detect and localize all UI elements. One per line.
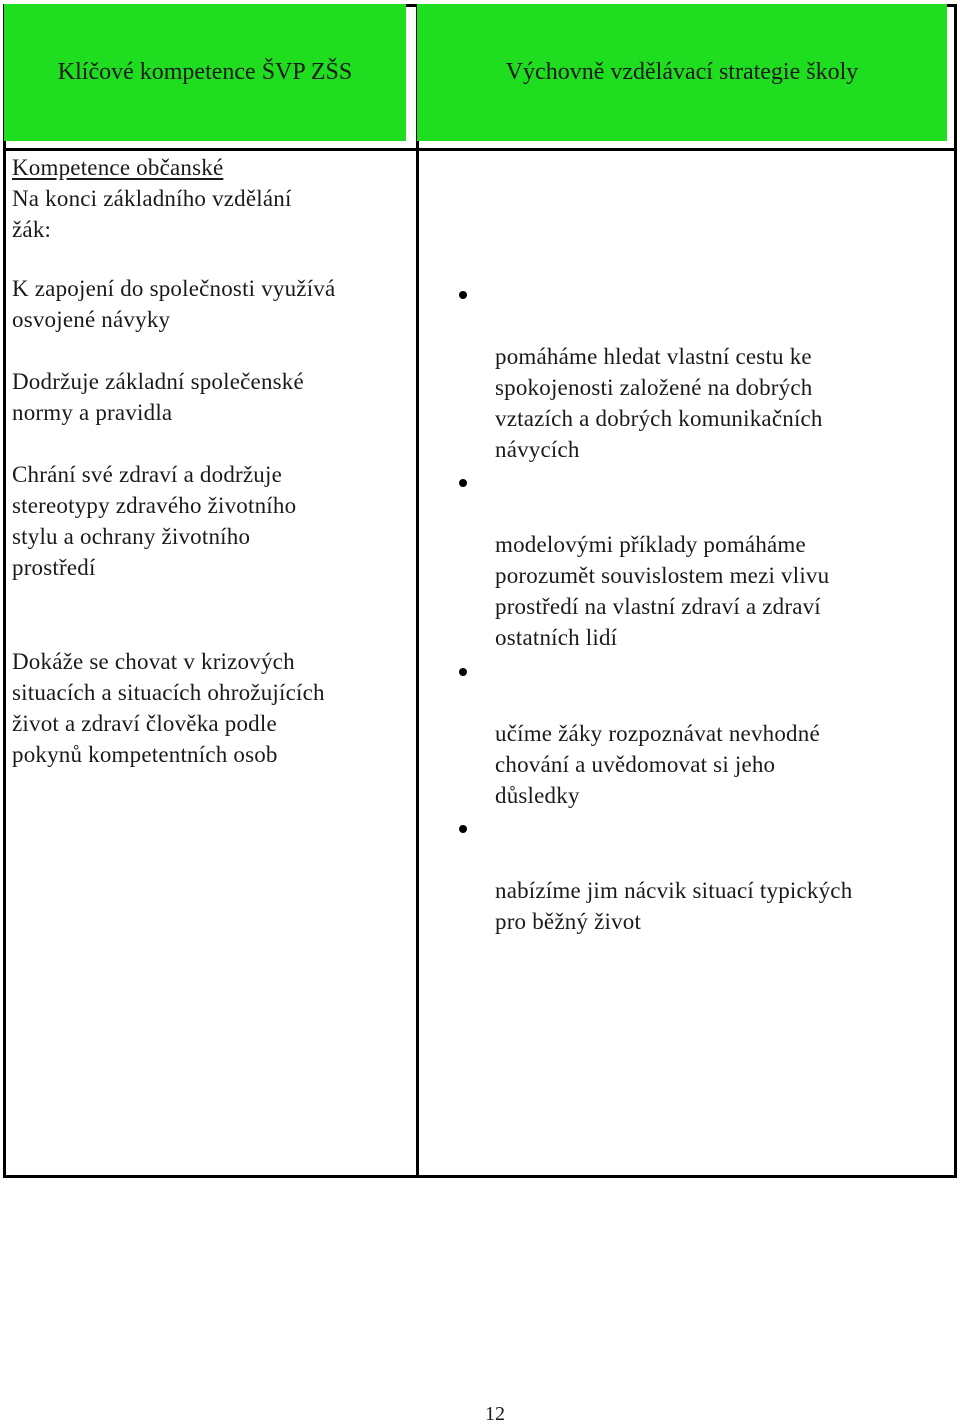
strategy-text: nabízíme jim nácvik situací typických pro běžný život <box>495 878 853 934</box>
competence-item: Dodržuje základní společenské normy a pravidla <box>12 369 304 425</box>
section-heading: Kompetence občanské <box>12 155 224 180</box>
header-cell-left <box>4 4 406 141</box>
page-number: 12 <box>485 1403 505 1425</box>
competence-item: K zapojení do společnosti využívá osvojené návyky <box>12 276 336 332</box>
strategy-text: modelovými příklady pomáháme porozumět souvislostem mezi vlivu prostředí na vlastní zdraví a zdraví ostatních lidí <box>495 532 830 650</box>
column-divider <box>416 7 419 1175</box>
strategy-item <box>455 467 945 653</box>
header-divider <box>6 148 954 151</box>
strategy-item <box>455 279 945 465</box>
header-cell-right <box>417 4 947 141</box>
competence-item: Dokáže se chovat v krizových situacích a situacích ohrožujících život a zdraví člověka podle pokynů kompetentních osob <box>12 649 325 767</box>
strategy-item <box>455 813 945 937</box>
bullet-icon <box>459 668 467 676</box>
strategy-list <box>455 656 945 937</box>
bullet-icon <box>459 825 467 833</box>
competence-item: Chrání své zdraví a dodržuje stereotypy zdravého životního stylu a ochrany životního prostředí <box>12 462 297 580</box>
strategy-text: pomáháme hledat vlastní cestu ke spokojenosti založené na dobrých vztazích a dobrých komunikačních návycích <box>495 344 823 462</box>
bullet-icon <box>459 479 467 487</box>
section-intro: Na konci základního vzdělání žák: <box>12 186 292 242</box>
strategy-list <box>455 467 945 653</box>
header-right-label: Výchovně vzdělávací strategie školy <box>505 59 859 85</box>
strategy-text: učíme žáky rozpoznávat nevhodné chování a uvědomovat si jeho důsledky <box>495 721 820 808</box>
strategy-item <box>455 656 945 811</box>
strategy-list <box>455 279 945 465</box>
header-left-label: Klíčové kompetence ŠVP ZŠS <box>57 59 353 85</box>
bullet-icon <box>459 291 467 299</box>
